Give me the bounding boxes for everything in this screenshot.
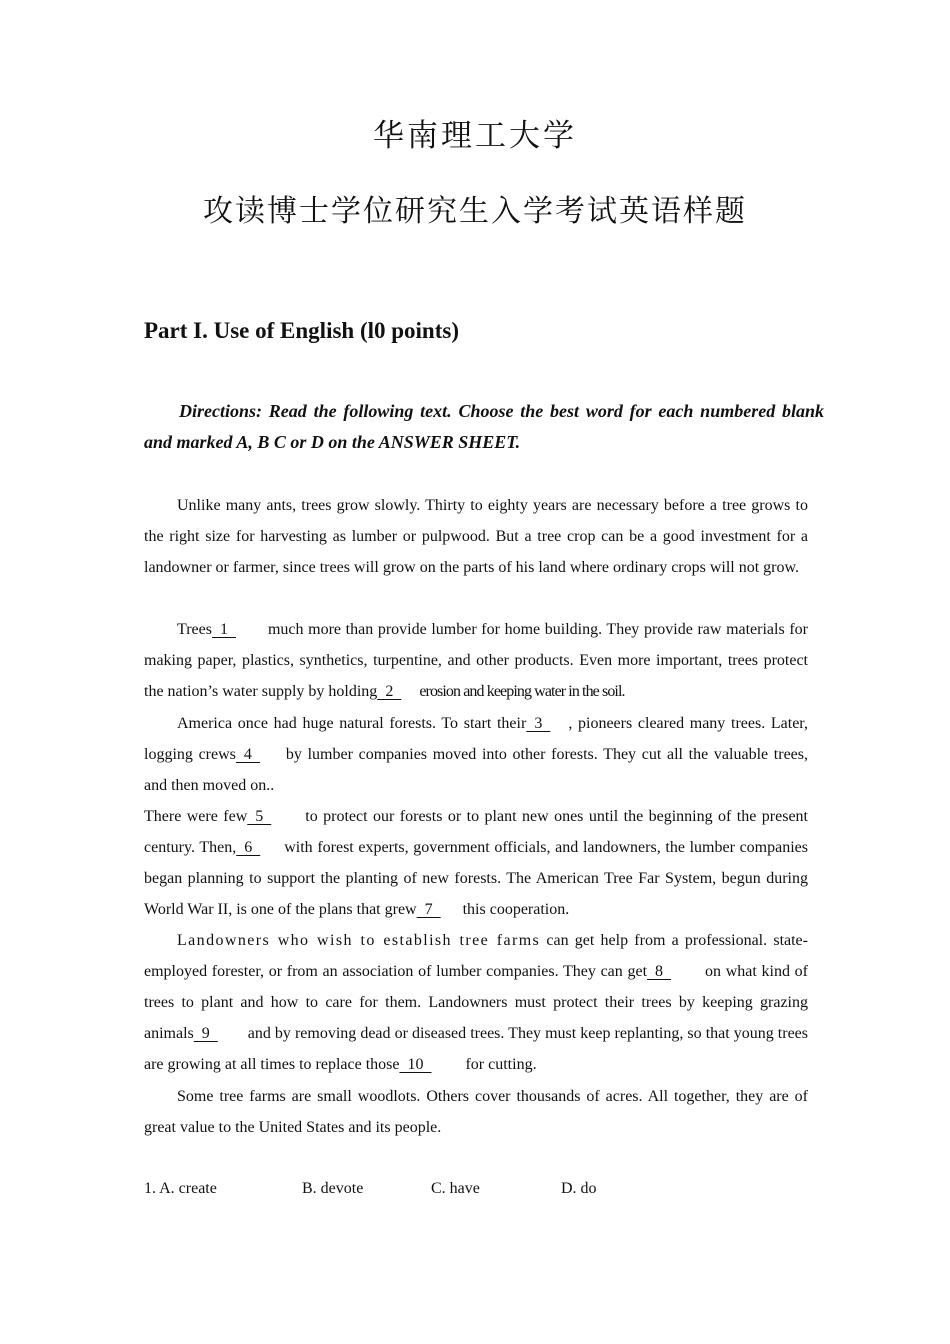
paragraph-2 [144, 614, 808, 707]
paragraph-5-text-d: for cutting. [465, 1056, 537, 1073]
paragraph-1-text: Unlike many ants, trees grow slowly. Thirty to eighty years are necessary before a tree grows to the right size for harvesting as lumber or pulpwood. But a tree crop can be a good investment for a landowner or farmer, since trees will grow on the parts of his land where ordinary crops will not grow. [144, 497, 808, 576]
blank-4: 4 [235, 746, 260, 763]
blank-8: 8 [647, 963, 672, 980]
paragraph-2-text-a: Trees [177, 621, 212, 638]
paragraph-1 [144, 490, 808, 583]
question-1-option-c: C. have [431, 1180, 480, 1197]
paragraph-4-text-a: There were few [144, 808, 248, 825]
blank-5: 5 [247, 808, 272, 825]
blank-2: 2 [377, 683, 402, 700]
blank-1: 1 [211, 621, 236, 638]
directions-text: Directions: Read the following text. Choose the best word for each numbered blank and marked A, B C or D on the ANSWER SHEET. [144, 401, 824, 452]
paragraph-5-text-b: on what kind of trees to plant and how to care for them. Landowners must protect their trees by keeping grazing animals [144, 963, 809, 1042]
blank-6: 6 [236, 839, 261, 856]
paragraph-6-text: Some tree farms are small woodlots. Others cover thousands of acres. All together, they are of great value to the United States and its people. [144, 1088, 808, 1136]
paragraph-5-text-a1: Landowners who wish to establish tree farms [177, 932, 541, 949]
paragraph-4-text-d: this cooperation. [462, 901, 570, 918]
blank-9: 9 [193, 1025, 218, 1042]
part-heading: Part I. Use of English (l0 points) [144, 318, 459, 343]
exam-title: 攻读博士学位研究生入学考试英语样题 [203, 194, 747, 229]
paragraph-4-text-c: with forest experts, government officials, and landowners, the lumber companies began planning to support the planting of new forests. The American Tree Far System, begun during World War II, is one of the plans that grew [144, 839, 809, 918]
directions [144, 396, 824, 458]
university-title: 华南理工大学 [373, 118, 577, 154]
paragraph-6 [144, 1081, 808, 1143]
question-1-option-a: 1. A. create [144, 1180, 217, 1197]
paragraph-2-text-c: erosion and keeping water in the soil. [419, 683, 625, 700]
paragraph-2-text-b: much more than provide lumber for home building. They provide raw materials for making paper, plastics, synthetics, turpentine, and other products. Even more important, trees protect the nation’s water supply by holding [144, 621, 808, 700]
paragraph-3-text-a: America once had huge natural forests. To start their [177, 715, 527, 732]
paragraph-3 [144, 708, 808, 801]
paragraph-4-text-b: to protect our forests or to plant new ones until the beginning of the present century. Then, [144, 808, 808, 856]
question-1-option-b: B. devote [302, 1180, 364, 1197]
paragraph-5-text-c: and by removing dead or diseased trees. They must keep replanting, so that young trees are growing at all times to replace those [144, 1025, 808, 1073]
paragraph-3-text-b: , pioneers cleared many trees. Later, logging crews [144, 715, 808, 763]
blank-7: 7 [416, 901, 441, 918]
blank-10: 10 [399, 1056, 432, 1073]
paragraph-5-text-a2: can get help from a professional. state-employed forester, or from an association of lumber companies. They can get [144, 932, 808, 980]
blank-3: 3 [526, 715, 551, 732]
paragraph-3-text-c: by lumber companies moved into other forests. They cut all the valuable trees, and then moved on.. [144, 746, 809, 794]
paragraph-4 [144, 801, 808, 925]
question-1-option-d: D. do [561, 1180, 597, 1197]
paragraph-5 [144, 925, 808, 1080]
